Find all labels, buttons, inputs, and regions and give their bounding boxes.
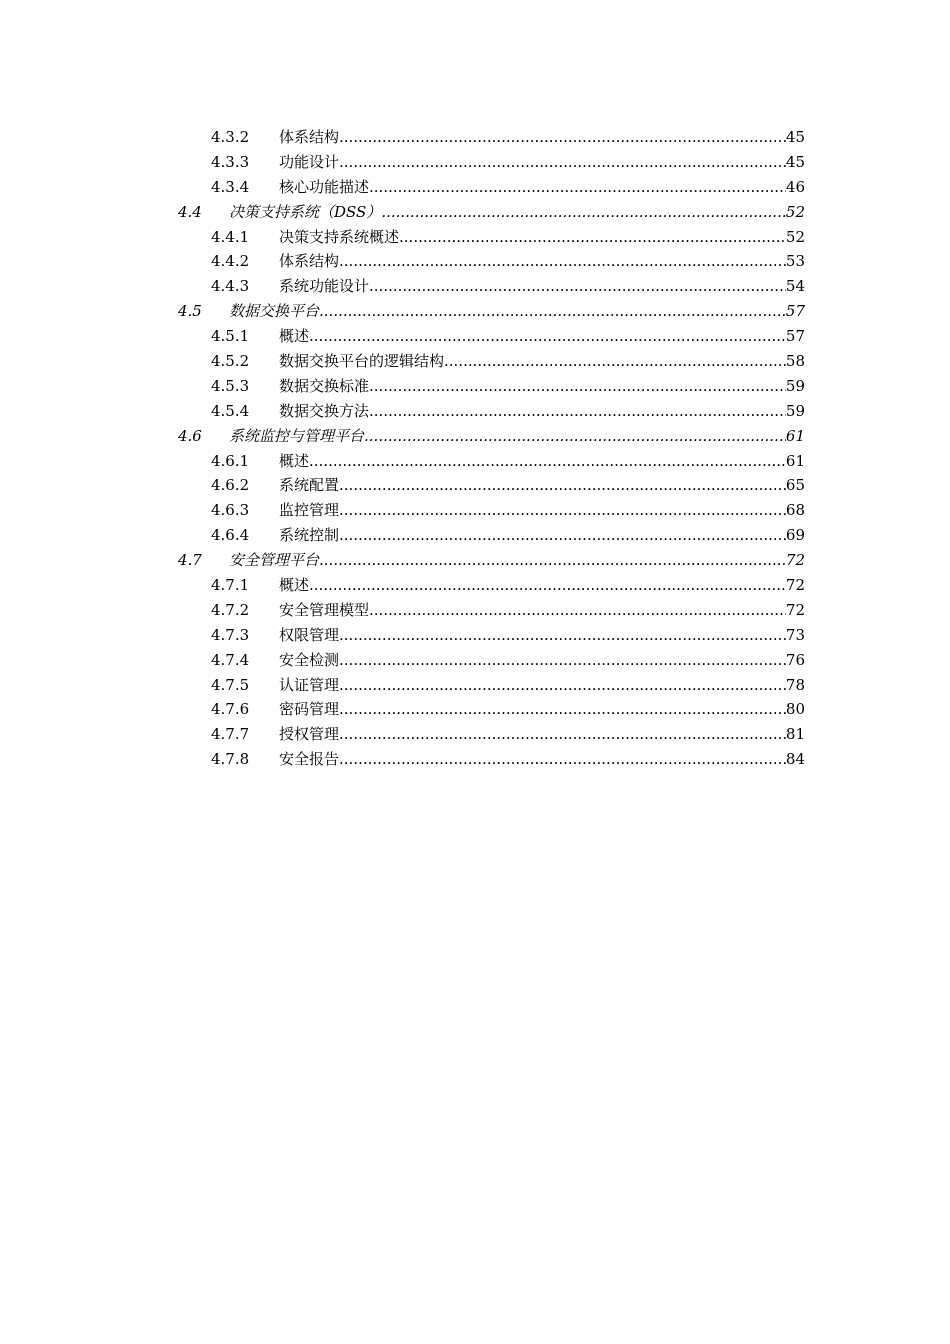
toc-entry-leader <box>279 374 805 399</box>
toc-entry-leader <box>279 175 805 200</box>
toc-entry-leader <box>279 747 805 772</box>
toc-dot-leader <box>339 523 786 548</box>
toc-entry-leader <box>279 648 805 673</box>
toc-dot-leader <box>309 449 786 474</box>
toc-entry-number: 4.4 <box>178 202 202 221</box>
toc-dot-leader <box>369 274 786 299</box>
toc-entry-number: 4.3.2 <box>211 128 250 146</box>
toc-entry-title: 决策支持系统概述 <box>279 225 399 250</box>
toc-entry-page: 59 <box>785 376 805 395</box>
toc-entry-number: 4.7.4 <box>211 650 250 669</box>
toc-entry-title: 体系结构 <box>279 125 339 150</box>
toc-entry-title: 认证管理 <box>279 673 339 698</box>
toc-entry-title: 安全检测 <box>279 648 339 673</box>
toc-entry-number: 4.5 <box>178 302 202 321</box>
toc-entry-leader <box>229 424 805 449</box>
toc-dot-leader <box>309 573 786 598</box>
toc-entry-number: 4.3.3 <box>211 152 250 171</box>
toc-entry-4-4-3[interactable] <box>0 274 950 299</box>
toc-entry-title: 授权管理 <box>279 722 339 747</box>
toc-entry-number: 4.7.2 <box>211 600 250 619</box>
toc-entry-number: 4.7.3 <box>211 625 250 644</box>
toc-entry-leader <box>279 449 805 474</box>
toc-entry-4-7-3[interactable] <box>0 623 950 648</box>
toc-entry-page: 45 <box>785 152 805 171</box>
toc-entry-leader <box>279 225 805 250</box>
toc-entry-number: 4.4.3 <box>211 277 250 296</box>
toc-dot-leader <box>364 424 786 449</box>
toc-entry-title: 安全管理模型 <box>279 598 369 623</box>
toc-entry-leader <box>279 349 805 374</box>
toc-entry-title: 系统监控与管理平台 <box>229 424 364 449</box>
toc-entry-page: 58 <box>785 352 805 371</box>
toc-entry-number: 4.7 <box>178 551 202 570</box>
toc-entry-number: 4.5.1 <box>211 327 250 346</box>
toc-entry-page: 52 <box>785 202 805 221</box>
toc-entry-4-3-2[interactable] <box>0 125 950 150</box>
toc-entry-number: 4.3.4 <box>211 177 250 196</box>
toc-entry-page: 65 <box>785 476 805 495</box>
toc-entry-number: 4.7.7 <box>211 725 250 744</box>
toc-entry-number: 4.7.8 <box>211 750 250 769</box>
toc-entry-leader <box>279 274 805 299</box>
toc-entry-leader <box>279 473 805 498</box>
toc-entry-4-3-3[interactable] <box>0 150 950 175</box>
toc-entry-leader <box>279 673 805 698</box>
toc-dot-leader <box>339 473 786 498</box>
toc-dot-leader <box>339 150 786 175</box>
toc-entry-page: 45 <box>785 128 805 146</box>
toc-entry-4-5-2[interactable] <box>0 349 950 374</box>
toc-dot-leader <box>399 225 786 250</box>
toc-entry-4-6-2[interactable] <box>0 473 950 498</box>
toc-dot-leader <box>369 399 786 424</box>
toc-entry-title: 系统功能设计 <box>279 274 369 299</box>
toc-dot-leader <box>369 598 786 623</box>
toc-entry-page: 53 <box>785 252 805 271</box>
toc-entry-4-6-4[interactable] <box>0 523 950 548</box>
toc-entry-4-4-1[interactable] <box>0 225 950 250</box>
toc-entry-leader <box>279 399 805 424</box>
toc-entry-page: 52 <box>785 227 805 246</box>
toc-entry-number: 4.6.2 <box>211 476 250 495</box>
toc-entry-page: 72 <box>785 600 805 619</box>
toc-entry-title: 密码管理 <box>279 697 339 722</box>
toc-entry-4-7-5[interactable] <box>0 673 950 698</box>
toc-entry-title: 决策支持系统（DSS） <box>229 200 381 225</box>
toc-entry-number: 4.5.3 <box>211 376 250 395</box>
toc-dot-leader <box>381 200 786 225</box>
toc-entry-leader <box>279 125 805 150</box>
toc-entry-leader <box>229 200 805 225</box>
toc-entry-title: 安全报告 <box>279 747 339 772</box>
toc-entry-4-7-6[interactable] <box>0 697 950 722</box>
toc-entry-page: 46 <box>785 177 805 196</box>
toc-dot-leader <box>339 498 786 523</box>
toc-entry-leader <box>279 523 805 548</box>
toc-entry-page: 84 <box>785 750 805 769</box>
toc-entry-page: 76 <box>785 650 805 669</box>
toc-entry-number: 4.6.1 <box>211 451 250 470</box>
toc-entry-4-6[interactable] <box>0 424 950 449</box>
toc-entry-page: 78 <box>785 675 805 694</box>
toc-entry-title: 概述 <box>279 449 309 474</box>
toc-entry-4-5-1[interactable] <box>0 324 950 349</box>
toc-entry-title: 监控管理 <box>279 498 339 523</box>
toc-entry-leader <box>279 249 805 274</box>
toc-dot-leader <box>339 722 786 747</box>
toc-entry-leader <box>279 598 805 623</box>
toc-entry-page: 59 <box>785 401 805 420</box>
toc-entry-4-5-4[interactable] <box>0 399 950 424</box>
toc-dot-leader <box>319 548 786 573</box>
toc-entry-leader <box>279 573 805 598</box>
toc-dot-leader <box>339 125 786 150</box>
toc-dot-leader <box>339 697 786 722</box>
toc-entry-title: 系统控制 <box>279 523 339 548</box>
toc-entry-title: 安全管理平台 <box>229 548 319 573</box>
toc-entry-page: 57 <box>785 302 805 321</box>
toc-entry-page: 72 <box>785 576 805 595</box>
toc-entry-leader <box>279 498 805 523</box>
toc-dot-leader <box>339 648 786 673</box>
toc-entry-4-4[interactable] <box>0 200 950 225</box>
toc-entry-leader <box>279 697 805 722</box>
toc-entry-page: 61 <box>785 451 805 470</box>
toc-dot-leader <box>339 623 786 648</box>
toc-entry-4-5-3[interactable] <box>0 374 950 399</box>
toc-entry-4-5[interactable] <box>0 299 950 324</box>
toc-entry-title: 数据交换方法 <box>279 399 369 424</box>
toc-entry-title: 数据交换平台 <box>229 299 319 324</box>
toc-entry-leader <box>279 623 805 648</box>
toc-entry-number: 4.7.6 <box>211 700 250 719</box>
toc-entry-page: 68 <box>785 501 805 520</box>
toc-entry-title: 概述 <box>279 324 309 349</box>
toc-entry-4-7-8[interactable] <box>0 747 950 772</box>
toc-entry-leader <box>279 324 805 349</box>
toc-entry-page: 81 <box>785 725 805 744</box>
toc-entry-title: 功能设计 <box>279 150 339 175</box>
toc-dot-leader <box>319 299 786 324</box>
toc-entry-title: 系统配置 <box>279 473 339 498</box>
toc-dot-leader <box>444 349 786 374</box>
toc-entry-page: 72 <box>785 551 805 570</box>
toc-entry-4-6-1[interactable] <box>0 449 950 474</box>
toc-entry-4-7[interactable] <box>0 548 950 573</box>
toc-entry-4-7-2[interactable] <box>0 598 950 623</box>
toc-entry-number: 4.6 <box>178 426 202 445</box>
toc-entry-page: 69 <box>785 526 805 545</box>
toc-dot-leader <box>369 175 786 200</box>
toc-entry-title: 核心功能描述 <box>279 175 369 200</box>
toc-entry-leader <box>229 548 805 573</box>
toc-entry-number: 4.6.4 <box>211 526 250 545</box>
toc-entry-page: 80 <box>785 700 805 719</box>
toc-entry-4-4-2[interactable] <box>0 249 950 274</box>
toc-entry-4-6-3[interactable] <box>0 498 950 523</box>
toc-entry-4-7-4[interactable] <box>0 648 950 673</box>
toc-entry-leader <box>279 150 805 175</box>
toc-entry-page: 73 <box>785 625 805 644</box>
toc-dot-leader <box>339 673 786 698</box>
toc-dot-leader <box>309 324 786 349</box>
toc-entry-title: 数据交换平台的逻辑结构 <box>279 349 444 374</box>
toc-dot-leader <box>339 747 786 772</box>
toc-entry-page: 61 <box>785 426 805 445</box>
toc-entry-title: 权限管理 <box>279 623 339 648</box>
toc-entry-4-7-1[interactable] <box>0 573 950 598</box>
toc-entry-title: 数据交换标准 <box>279 374 369 399</box>
toc-entry-4-7-7[interactable] <box>0 722 950 747</box>
toc-entry-leader <box>279 722 805 747</box>
toc-entry-4-3-4[interactable] <box>0 175 950 200</box>
toc-entry-page: 57 <box>785 327 805 346</box>
toc-dot-leader <box>369 374 786 399</box>
toc-entry-number: 4.4.1 <box>211 227 250 246</box>
toc-entry-number: 4.7.5 <box>211 675 250 694</box>
toc-entry-title: 体系结构 <box>279 249 339 274</box>
toc-entry-number: 4.4.2 <box>211 252 250 271</box>
toc-entry-number: 4.7.1 <box>211 576 250 595</box>
toc-entry-number: 4.6.3 <box>211 501 250 520</box>
toc-dot-leader <box>339 249 786 274</box>
toc-entry-title: 概述 <box>279 573 309 598</box>
toc-entry-page: 54 <box>785 277 805 296</box>
table-of-contents <box>0 125 950 772</box>
toc-entry-number: 4.5.2 <box>211 352 250 371</box>
toc-entry-leader <box>229 299 805 324</box>
toc-entry-number: 4.5.4 <box>211 401 250 420</box>
